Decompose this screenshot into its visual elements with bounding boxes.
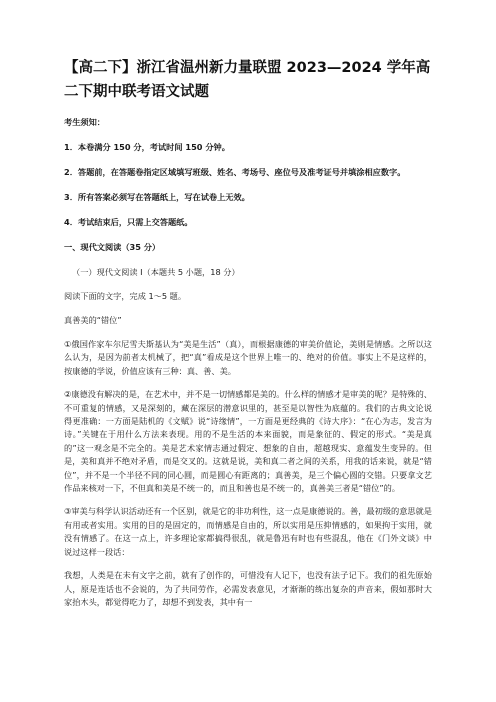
notice-item-2: 2．答题前，在答题卷指定区域填写班级、姓名、考场号、座位号及准考证号并填涂相应数字。 bbox=[64, 167, 406, 177]
notice-heading: 考生须知： bbox=[64, 117, 105, 127]
quoted-paragraph: 我想，人类是在未有文字之前，就有了创作的，可惜没有人记下，也没有法子记下。我们的祖先原始人，原是连话也不会说的，为了共同劳作，必需发表意见，才渐渐的练出复杂的声音来，假如那时大家抬木头，都觉得吃力了，却想不到发表，其中有一 bbox=[64, 570, 432, 607]
article-paragraph-1: ①俄国作家车尔尼雪夫斯基认为“美是生活”（真），而根据康德的审美价值论，美则是情感。之所以这么认为，是因为前者太机械了，把“真”看成是这个世界上唯一的、绝对的价值。事实上不是这样的，按康德的学说，价值应该有三种：真、善、美。 bbox=[64, 339, 432, 376]
article-paragraph-3: ③审美与科学认识活动还有一个区别，就是它的非功利性，这一点是康德说的。善，最初级的意思就是有用或者实用。实用的目的是固定的，而情感是自由的，所以实用是压抑情感的，如果拘于实用，就没有情感了。在这一点上，许多理论家都搞得很乱，就是鲁迅有时也有些混乱，他在《门外文谈》中说过这样一段话： bbox=[64, 506, 432, 557]
notice-item-3: 3．所有答案必须写在答题纸上，写在试卷上无效。 bbox=[64, 192, 250, 202]
article-paragraph-2: ②康德没有解决的是，在艺术中，并不是一切情感都是美的。什么样的情感才是审美的呢？是特殊的、不可重复的情感，又是深刻的，藏在深层的潜意识里的，甚至是以智性为底蕴的。我们的古典文论说得更准确：一方面是陆机的《文赋》说“诗缘情”，一方面是更经典的《诗大序》：“在心为志，发言为诗。”关键在于用什么方法来表现。用的不是生活的本来面貌，而是象征的、假定的形式。“美是真的”这一观念是不完全的。美是艺术家情志通过假定、想象的自由，超越现实、意蕴发生变异的。但是，美和真并不绝对矛盾，而是交叉的。这就是说，美和真二者之间的关系，用我的话来说，就是“错位”，并不是一个半径不同的同心圆，而是圆心有距离的；真善美，是三个偏心圆的交错。只要拿文艺作品来核对一下，不但真和美是不统一的，而且和善也是不统一的，真善美三者是“错位”的。 bbox=[64, 389, 432, 494]
notice-item-4: 4．考试结束后，只需上交答题纸。 bbox=[64, 217, 193, 227]
notice-item-1: 1．本卷满分 150 分，考试时间 150 分钟。 bbox=[64, 142, 230, 152]
subsection-heading: （一）现代文阅读 Ⅰ（本题共 5 小题，18 分） bbox=[72, 267, 240, 277]
article-title: 真善美的“错位” bbox=[64, 315, 122, 325]
document-title: 【高二下】浙江省温州新力量联盟 2023—2024 学年高二下期中联考语文试题 bbox=[64, 60, 431, 100]
reading-instruction: 阅读下面的文字，完成 1～5 题。 bbox=[64, 291, 187, 301]
section-heading: 一、现代文阅读（35 分） bbox=[64, 242, 161, 252]
